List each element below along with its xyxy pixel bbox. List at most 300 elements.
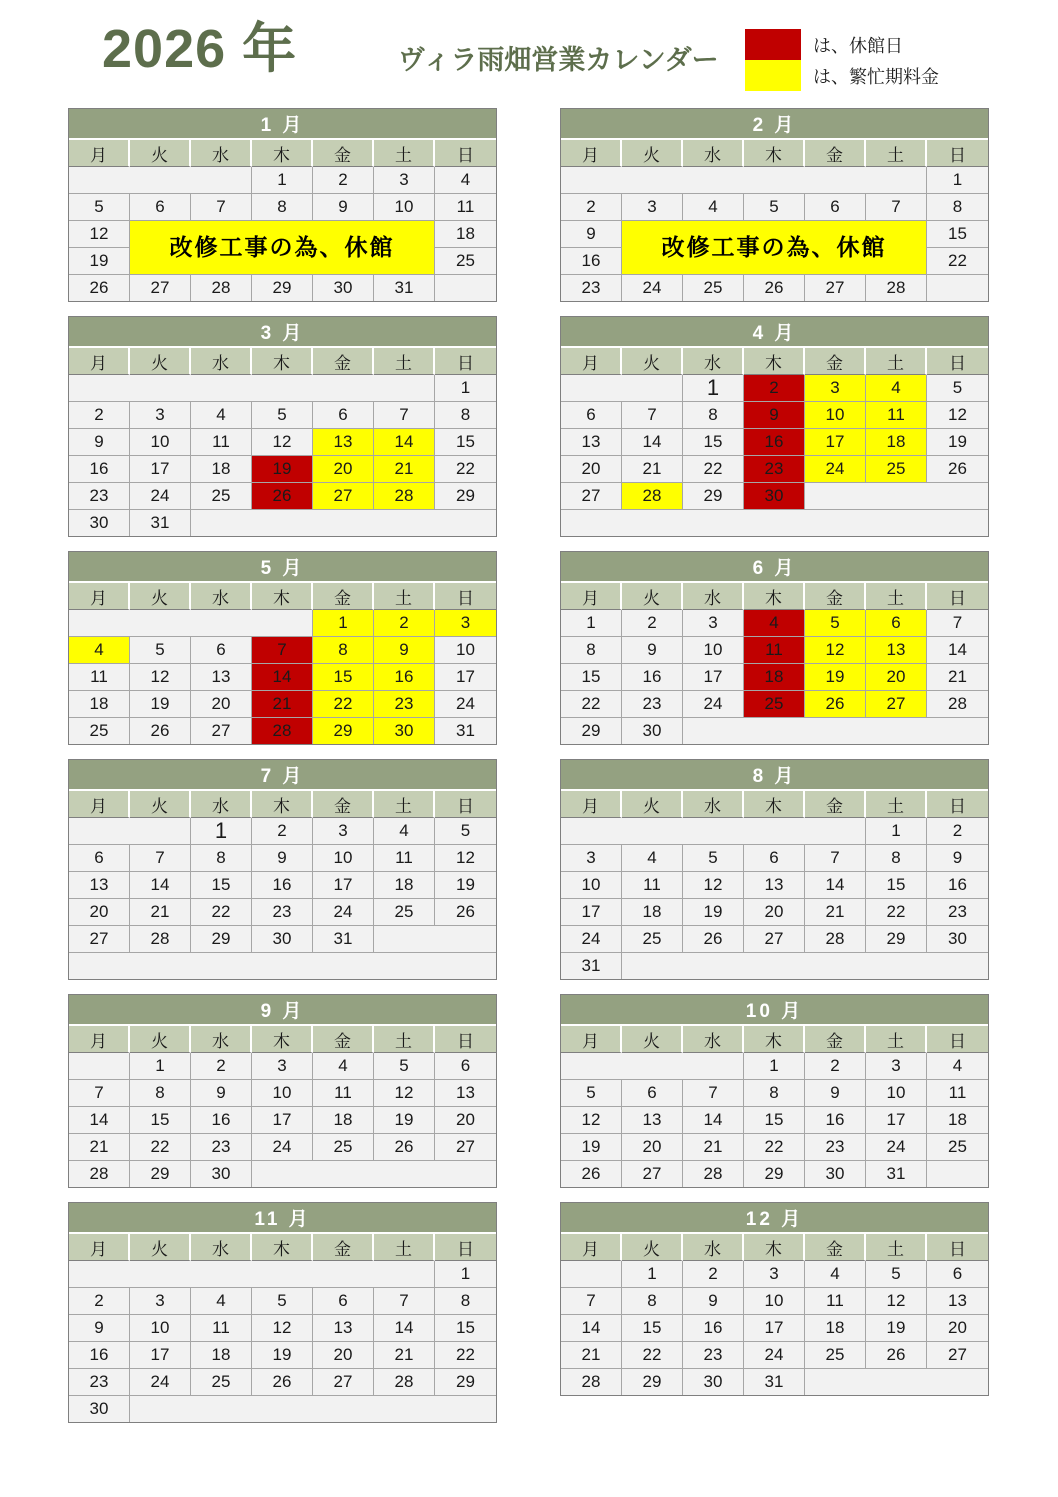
day-cell-busy-season: 3 xyxy=(435,610,496,637)
empty-cell xyxy=(69,1261,435,1288)
weekday-header: 日 xyxy=(435,791,496,818)
day-cell: 2 xyxy=(69,1288,130,1315)
renovation-closure-banner: 改修工事の為、休館 xyxy=(622,221,927,275)
day-cell: 9 xyxy=(191,1080,252,1107)
day-cell: 28 xyxy=(927,691,988,718)
day-cell: 7 xyxy=(374,1288,435,1315)
day-cell: 26 xyxy=(866,1342,927,1369)
day-cell: 26 xyxy=(374,1134,435,1161)
weekday-header: 火 xyxy=(130,1234,191,1261)
day-cell: 7 xyxy=(130,845,191,872)
week-row xyxy=(561,429,988,456)
month-table-03 xyxy=(68,316,497,537)
weekday-header: 土 xyxy=(374,1234,435,1261)
day-cell-busy-season: 17 xyxy=(805,429,866,456)
week-row xyxy=(69,483,496,510)
weekday-header: 日 xyxy=(927,348,988,375)
weekday-header: 木 xyxy=(744,1234,805,1261)
day-cell: 27 xyxy=(435,1134,496,1161)
legend xyxy=(745,29,939,91)
day-cell: 24 xyxy=(622,275,683,301)
weekday-header: 木 xyxy=(744,140,805,167)
day-cell: 2 xyxy=(683,1261,744,1288)
weekday-header: 月 xyxy=(69,791,130,818)
day-cell: 1 xyxy=(744,1053,805,1080)
day-cell-busy-season: 5 xyxy=(805,610,866,637)
week-row xyxy=(561,610,988,637)
day-cell: 4 xyxy=(927,1053,988,1080)
day-cell: 22 xyxy=(561,691,622,718)
weekday-header: 火 xyxy=(622,140,683,167)
month-table-12 xyxy=(560,1202,989,1396)
day-cell: 20 xyxy=(744,899,805,926)
day-cell: 30 xyxy=(69,510,130,536)
day-cell: 18 xyxy=(374,872,435,899)
day-cell: 25 xyxy=(313,1134,374,1161)
day-cell: 26 xyxy=(69,275,130,301)
week-row xyxy=(561,221,988,248)
empty-cell xyxy=(805,1369,988,1395)
legend-item-closed-day xyxy=(745,29,939,60)
empty-cell xyxy=(561,818,866,845)
month-header: 7 月 xyxy=(69,760,496,791)
weekday-header: 日 xyxy=(435,1026,496,1053)
week-row xyxy=(561,1107,988,1134)
day-cell: 3 xyxy=(561,845,622,872)
day-cell-busy-season: 27 xyxy=(866,691,927,718)
weekday-header: 金 xyxy=(313,348,374,375)
day-cell: 16 xyxy=(191,1107,252,1134)
day-cell: 15 xyxy=(866,872,927,899)
day-cell: 12 xyxy=(435,845,496,872)
day-cell: 14 xyxy=(374,1315,435,1342)
day-cell: 9 xyxy=(927,845,988,872)
day-cell: 5 xyxy=(252,402,313,429)
week-row xyxy=(69,194,496,221)
weekday-header: 土 xyxy=(866,583,927,610)
weekday-header: 木 xyxy=(252,140,313,167)
empty-cell xyxy=(622,953,988,979)
week-row xyxy=(561,1261,988,1288)
day-cell: 29 xyxy=(191,926,252,953)
day-cell: 26 xyxy=(130,718,191,744)
month-header: 8 月 xyxy=(561,760,988,791)
day-cell: 14 xyxy=(622,429,683,456)
day-cell: 5 xyxy=(744,194,805,221)
weekday-header: 月 xyxy=(69,583,130,610)
empty-cell xyxy=(130,1396,496,1422)
day-cell: 1 xyxy=(435,1261,496,1288)
day-cell: 13 xyxy=(927,1288,988,1315)
day-cell: 8 xyxy=(927,194,988,221)
month-header: 11 月 xyxy=(69,1203,496,1234)
weekday-row xyxy=(69,1026,496,1053)
day-cell-closed: 26 xyxy=(252,483,313,510)
day-cell: 23 xyxy=(191,1134,252,1161)
day-cell: 1 xyxy=(622,1261,683,1288)
day-cell: 6 xyxy=(744,845,805,872)
day-cell: 20 xyxy=(191,691,252,718)
day-cell: 10 xyxy=(561,872,622,899)
day-cell: 5 xyxy=(374,1053,435,1080)
empty-cell xyxy=(191,510,496,536)
weekday-header: 金 xyxy=(313,583,374,610)
day-cell: 7 xyxy=(683,1080,744,1107)
week-row xyxy=(69,691,496,718)
week-row xyxy=(561,899,988,926)
weekday-header: 金 xyxy=(805,140,866,167)
week-row xyxy=(69,637,496,664)
day-cell: 29 xyxy=(130,1161,191,1187)
week-row xyxy=(69,1053,496,1080)
week-row xyxy=(69,375,496,402)
day-cell: 16 xyxy=(69,456,130,483)
day-cell: 2 xyxy=(313,167,374,194)
day-cell: 15 xyxy=(191,872,252,899)
empty-cell xyxy=(69,375,435,402)
weekday-header: 金 xyxy=(313,1026,374,1053)
day-cell: 24 xyxy=(252,1134,313,1161)
day-cell: 7 xyxy=(622,402,683,429)
day-cell: 29 xyxy=(435,483,496,510)
day-cell: 15 xyxy=(561,664,622,691)
day-cell: 12 xyxy=(252,429,313,456)
day-cell-busy-season: 19 xyxy=(805,664,866,691)
day-cell-closed: 28 xyxy=(252,718,313,744)
day-cell: 14 xyxy=(683,1107,744,1134)
day-cell: 22 xyxy=(191,899,252,926)
calendar-grid xyxy=(68,108,989,1423)
day-cell: 6 xyxy=(313,402,374,429)
day-cell: 12 xyxy=(866,1288,927,1315)
day-cell: 5 xyxy=(866,1261,927,1288)
weekday-header: 金 xyxy=(805,1234,866,1261)
day-cell: 26 xyxy=(561,1161,622,1187)
empty-cell xyxy=(561,510,988,536)
day-cell: 14 xyxy=(805,872,866,899)
weekday-header: 水 xyxy=(683,348,744,375)
empty-cell xyxy=(69,1053,130,1080)
month-header: 2 月 xyxy=(561,109,988,140)
day-cell: 28 xyxy=(69,1161,130,1187)
weekday-header: 日 xyxy=(927,583,988,610)
week-row xyxy=(561,1053,988,1080)
day-cell-busy-season: 3 xyxy=(805,375,866,402)
day-cell-busy-season: 27 xyxy=(313,483,374,510)
day-cell-closed: 30 xyxy=(744,483,805,510)
day-cell: 13 xyxy=(313,1315,374,1342)
week-row xyxy=(561,1134,988,1161)
day-cell: 8 xyxy=(130,1080,191,1107)
day-cell: 7 xyxy=(374,402,435,429)
day-cell: 3 xyxy=(683,610,744,637)
weekday-header: 火 xyxy=(622,1026,683,1053)
day-cell: 13 xyxy=(191,664,252,691)
day-cell: 25 xyxy=(683,275,744,301)
day-cell: 3 xyxy=(313,818,374,845)
week-row xyxy=(69,718,496,744)
day-cell: 3 xyxy=(130,1288,191,1315)
day-cell: 16 xyxy=(69,1342,130,1369)
day-cell: 23 xyxy=(561,275,622,301)
weekday-header: 月 xyxy=(561,348,622,375)
day-cell: 6 xyxy=(191,637,252,664)
day-cell: 22 xyxy=(744,1134,805,1161)
weekday-header: 木 xyxy=(744,348,805,375)
week-row xyxy=(69,926,496,953)
weekday-header: 月 xyxy=(561,583,622,610)
day-cell-busy-season: 11 xyxy=(866,402,927,429)
day-cell: 5 xyxy=(130,637,191,664)
day-cell: 12 xyxy=(130,664,191,691)
day-cell: 8 xyxy=(744,1080,805,1107)
day-cell: 17 xyxy=(744,1315,805,1342)
day-cell-busy-season: 21 xyxy=(374,456,435,483)
day-cell: 14 xyxy=(561,1315,622,1342)
month-header: 3 月 xyxy=(69,317,496,348)
day-cell: 11 xyxy=(191,429,252,456)
day-cell: 31 xyxy=(866,1161,927,1187)
month-header: 10 月 xyxy=(561,995,988,1026)
day-cell: 9 xyxy=(313,194,374,221)
month-table-01 xyxy=(68,108,497,302)
weekday-row xyxy=(561,140,988,167)
weekday-header: 水 xyxy=(683,1026,744,1053)
week-row xyxy=(561,167,988,194)
day-cell: 22 xyxy=(927,248,988,275)
weekday-header: 月 xyxy=(561,791,622,818)
month-header: 12 月 xyxy=(561,1203,988,1234)
weekday-header: 土 xyxy=(866,348,927,375)
day-cell: 31 xyxy=(561,953,622,979)
weekday-header: 水 xyxy=(683,583,744,610)
empty-cell xyxy=(435,275,496,301)
day-cell-closed: 11 xyxy=(744,637,805,664)
day-cell: 20 xyxy=(313,1342,374,1369)
day-cell-busy-season: 20 xyxy=(313,456,374,483)
day-cell: 29 xyxy=(252,275,313,301)
day-cell: 4 xyxy=(191,1288,252,1315)
week-row xyxy=(69,1342,496,1369)
renovation-closure-banner: 改修工事の為、休館 xyxy=(130,221,435,275)
weekday-header: 水 xyxy=(191,348,252,375)
day-cell: 15 xyxy=(435,1315,496,1342)
empty-cell xyxy=(69,953,496,979)
day-cell: 17 xyxy=(313,872,374,899)
day-cell: 23 xyxy=(69,483,130,510)
week-row xyxy=(561,926,988,953)
day-cell: 31 xyxy=(130,510,191,536)
day-cell: 9 xyxy=(622,637,683,664)
day-cell: 25 xyxy=(805,1342,866,1369)
day-cell-busy-season: 20 xyxy=(866,664,927,691)
week-row xyxy=(561,483,988,510)
day-cell: 22 xyxy=(622,1342,683,1369)
day-cell: 22 xyxy=(130,1134,191,1161)
week-row xyxy=(561,1342,988,1369)
day-cell: 15 xyxy=(622,1315,683,1342)
day-cell: 3 xyxy=(622,194,683,221)
day-cell: 18 xyxy=(191,456,252,483)
week-row xyxy=(561,691,988,718)
day-cell: 17 xyxy=(252,1107,313,1134)
weekday-header: 火 xyxy=(130,791,191,818)
weekday-header: 土 xyxy=(374,348,435,375)
weekday-header: 土 xyxy=(866,1234,927,1261)
week-row xyxy=(69,845,496,872)
day-cell: 1 xyxy=(130,1053,191,1080)
month-table-06 xyxy=(560,551,989,745)
day-cell-closed: 2 xyxy=(744,375,805,402)
day-cell-busy-season: 25 xyxy=(866,456,927,483)
week-row xyxy=(69,1315,496,1342)
day-cell: 29 xyxy=(435,1369,496,1396)
day-cell: 15 xyxy=(744,1107,805,1134)
week-row xyxy=(69,167,496,194)
weekday-row xyxy=(561,1234,988,1261)
week-row xyxy=(561,872,988,899)
day-cell-busy-season: 24 xyxy=(805,456,866,483)
day-cell: 2 xyxy=(805,1053,866,1080)
day-cell: 4 xyxy=(374,818,435,845)
weekday-header: 金 xyxy=(805,583,866,610)
weekday-header: 火 xyxy=(622,1234,683,1261)
weekday-header: 土 xyxy=(374,1026,435,1053)
day-cell-closed: 18 xyxy=(744,664,805,691)
weekday-header: 金 xyxy=(805,791,866,818)
month-header: 5 月 xyxy=(69,552,496,583)
month-table-11 xyxy=(68,1202,497,1423)
day-cell: 15 xyxy=(927,221,988,248)
weekday-header: 日 xyxy=(927,791,988,818)
day-cell: 21 xyxy=(561,1342,622,1369)
week-row xyxy=(561,664,988,691)
closed-day-swatch xyxy=(745,29,801,60)
day-cell: 30 xyxy=(805,1161,866,1187)
day-cell: 6 xyxy=(561,402,622,429)
weekday-row xyxy=(69,348,496,375)
day-cell: 6 xyxy=(622,1080,683,1107)
day-cell: 8 xyxy=(435,1288,496,1315)
weekday-header: 金 xyxy=(313,791,374,818)
day-cell: 4 xyxy=(435,167,496,194)
day-cell: 25 xyxy=(191,1369,252,1396)
day-cell: 15 xyxy=(435,429,496,456)
day-cell: 4 xyxy=(622,845,683,872)
day-cell: 4 xyxy=(313,1053,374,1080)
day-cell: 25 xyxy=(622,926,683,953)
week-row xyxy=(561,818,988,845)
day-cell: 20 xyxy=(622,1134,683,1161)
day-cell: 16 xyxy=(561,248,622,275)
day-cell: 23 xyxy=(252,899,313,926)
day-cell: 19 xyxy=(130,691,191,718)
empty-cell xyxy=(561,1261,622,1288)
day-cell: 16 xyxy=(927,872,988,899)
day-cell: 30 xyxy=(927,926,988,953)
day-cell-busy-season: 12 xyxy=(805,637,866,664)
day-cell: 19 xyxy=(866,1315,927,1342)
weekday-header: 火 xyxy=(130,583,191,610)
month-header: 6 月 xyxy=(561,552,988,583)
weekday-header: 木 xyxy=(744,1026,805,1053)
day-cell: 6 xyxy=(313,1288,374,1315)
weekday-header: 火 xyxy=(622,791,683,818)
day-cell: 10 xyxy=(374,194,435,221)
weekday-header: 木 xyxy=(744,791,805,818)
day-cell: 20 xyxy=(927,1315,988,1342)
weekday-header: 木 xyxy=(744,583,805,610)
day-cell: 10 xyxy=(252,1080,313,1107)
empty-cell xyxy=(69,818,191,845)
day-cell: 6 xyxy=(69,845,130,872)
day-cell: 7 xyxy=(927,610,988,637)
month-table-05 xyxy=(68,551,497,745)
day-cell: 17 xyxy=(683,664,744,691)
day-cell: 3 xyxy=(866,1053,927,1080)
day-cell: 18 xyxy=(805,1315,866,1342)
week-row xyxy=(561,1288,988,1315)
day-cell: 13 xyxy=(69,872,130,899)
day-cell: 18 xyxy=(927,1107,988,1134)
day-cell: 1 xyxy=(435,375,496,402)
day-cell: 15 xyxy=(683,429,744,456)
day-cell: 7 xyxy=(561,1288,622,1315)
day-cell: 18 xyxy=(313,1107,374,1134)
day-cell: 13 xyxy=(744,872,805,899)
day-cell: 24 xyxy=(561,926,622,953)
month-header: 9 月 xyxy=(69,995,496,1026)
day-cell: 17 xyxy=(866,1107,927,1134)
day-cell: 30 xyxy=(683,1369,744,1395)
day-cell: 29 xyxy=(561,718,622,744)
day-cell: 24 xyxy=(866,1134,927,1161)
day-cell-busy-season: 10 xyxy=(805,402,866,429)
day-cell: 1 xyxy=(866,818,927,845)
day-cell: 18 xyxy=(191,1342,252,1369)
week-row xyxy=(561,402,988,429)
empty-cell xyxy=(69,167,252,194)
day-cell: 3 xyxy=(744,1261,805,1288)
weekday-header: 月 xyxy=(561,1026,622,1053)
day-cell: 13 xyxy=(435,1080,496,1107)
day-cell: 21 xyxy=(805,899,866,926)
week-row xyxy=(561,953,988,979)
day-cell: 21 xyxy=(927,664,988,691)
empty-cell xyxy=(683,718,988,744)
day-cell: 29 xyxy=(622,1369,683,1395)
weekday-row xyxy=(69,791,496,818)
day-cell: 24 xyxy=(130,483,191,510)
day-cell: 10 xyxy=(683,637,744,664)
day-cell: 11 xyxy=(69,664,130,691)
day-cell: 29 xyxy=(866,926,927,953)
day-cell: 5 xyxy=(561,1080,622,1107)
day-cell: 10 xyxy=(130,429,191,456)
day-cell: 21 xyxy=(69,1134,130,1161)
day-cell: 5 xyxy=(927,375,988,402)
day-cell: 17 xyxy=(130,456,191,483)
weekday-header: 日 xyxy=(435,140,496,167)
week-row xyxy=(69,1161,496,1187)
day-cell: 21 xyxy=(130,899,191,926)
weekday-header: 水 xyxy=(683,140,744,167)
day-cell: 6 xyxy=(805,194,866,221)
day-cell: 19 xyxy=(435,872,496,899)
empty-cell xyxy=(805,483,988,510)
month-header: 1 月 xyxy=(69,109,496,140)
weekday-header: 土 xyxy=(866,1026,927,1053)
